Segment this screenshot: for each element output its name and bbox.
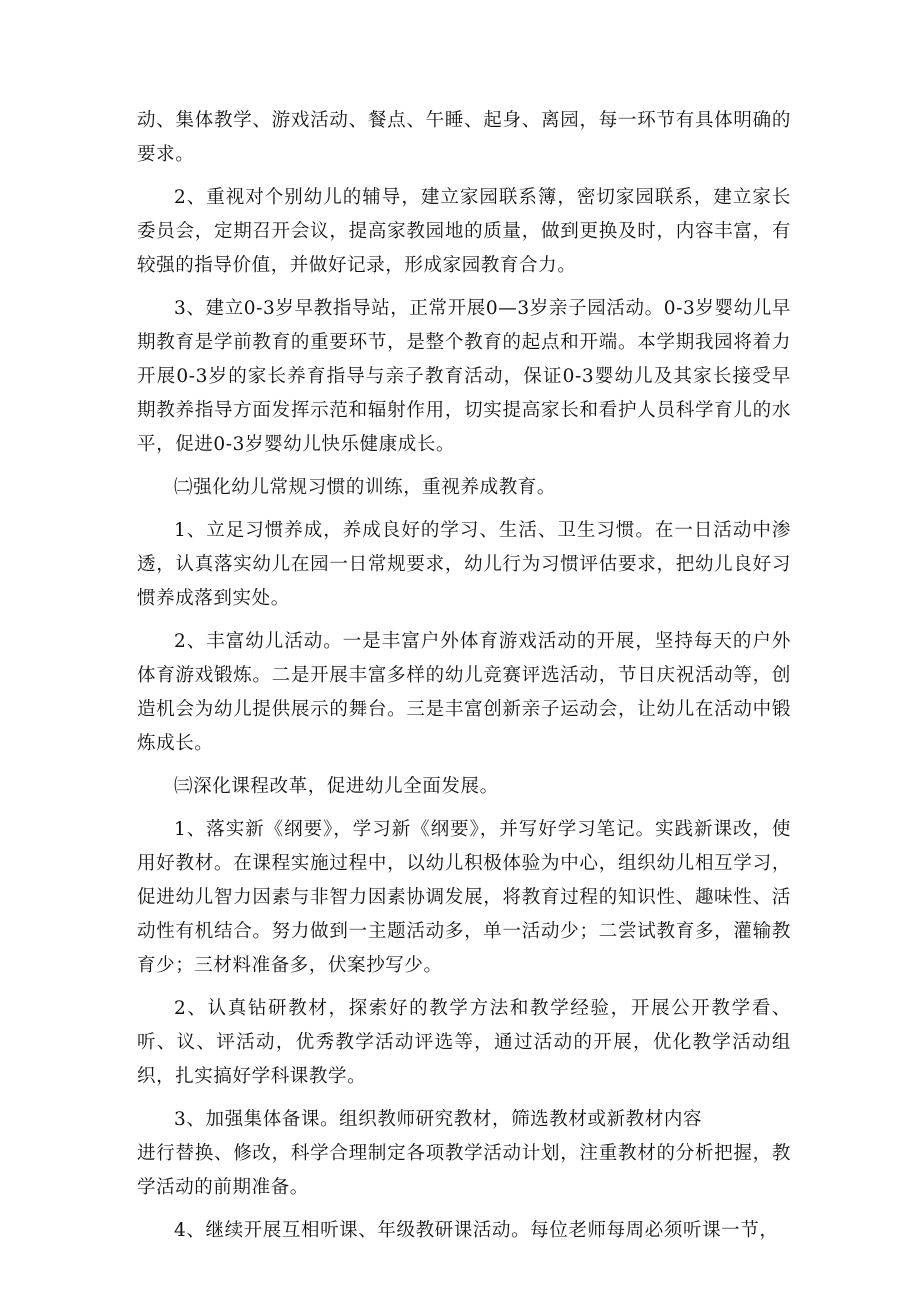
paragraph-enrich-activities: 2、丰富幼儿活动。一是丰富户外体育游戏活动的开展，坚持每天的户外体育游戏锻炼。二是开展丰富多样的幼儿竞赛评选活动，节日庆祝活动等，创造机会为幼儿提供展示的舞台。三是丰富创新亲子运动会，让幼儿在活动中锻炼成长。 xyxy=(137,631,791,754)
paragraph-study-materials: 2、认真钻研教材，探索好的教学方法和教学经验，开展公开教学看、听、议、评活动，优秀教学活动评选等，通过活动的开展，优化教学活动组织，扎实搞好学科课教学。 xyxy=(137,998,791,1087)
paragraph-collective-lesson-prep-cont: 进行替换、修改，科学合理制定各项教学活动计划，注重教材的分析把握，教学活动的前期准备。 xyxy=(137,1143,791,1198)
paragraph-habit-formation: 1、立足习惯养成，养成良好的学习、生活、卫生习惯。在一日活动中渗透，认真落实幼儿在园一日常规要求，幼儿行为习惯评估要求，把幼儿良好习惯养成落到实处。 xyxy=(137,520,791,609)
paragraph-implement-outline: 1、落实新《纲要》，学习新《纲要》，并写好学习笔记。实践新课改，使用好教材。在课程实施过程中，以幼儿积极体验为中心，组织幼儿相互学习，促进幼儿智力因素与非智力因素协调发展，将教育过程的知识性、趣味性、活动性有机结合。努力做到一主题活动多，单一活动少；二尝试教育多，灌输教育少；三材料准备多，伏案抄写少。 xyxy=(137,819,791,976)
paragraph-continuation-routine: 动、集体教学、游戏活动、餐点、午睡、起身、离园，每一环节有具体明确的要求。 xyxy=(137,110,791,165)
paragraph-peer-observation: 4、继续开展互相听课、年级教研课活动。每位老师每周必须听课一节， xyxy=(174,1220,779,1241)
paragraph-collective-lesson-prep: 3、加强集体备课。组织教师研究教材，筛选教材或新教材内容 xyxy=(174,1109,703,1130)
paragraph-home-school-contact: 2、重视对个别幼儿的辅导，建立家园联系簿，密切家园联系，建立家长委员会，定期召开会议，提高家教园地的质量，做到更换及时，内容丰富，有较强的指导价值，并做好记录，形成家园教育合力。 xyxy=(137,187,791,276)
section-heading-curriculum-reform: ㈢深化课程改革，促进幼儿全面发展。 xyxy=(174,776,499,797)
section-heading-habit-training: ㈡强化幼儿常规习惯的训练，重视养成教育。 xyxy=(174,477,557,498)
document-body xyxy=(137,104,791,1257)
paragraph-early-education-station: 3、建立0-3岁早教指导站，正常开展0—3岁亲子园活动。0-3岁婴幼儿早期教育是学前教育的重要环节，是整个教育的起点和开端。本学期我园将着力开展0-3岁的家长养育指导与亲子教育活动，保证0-3婴幼儿及其家长接受早期教养指导方面发挥示范和辐射作用，切实提高家长和看护人员科学育儿的水平，促进0-3岁婴幼儿快乐健康成长。 xyxy=(137,298,791,455)
